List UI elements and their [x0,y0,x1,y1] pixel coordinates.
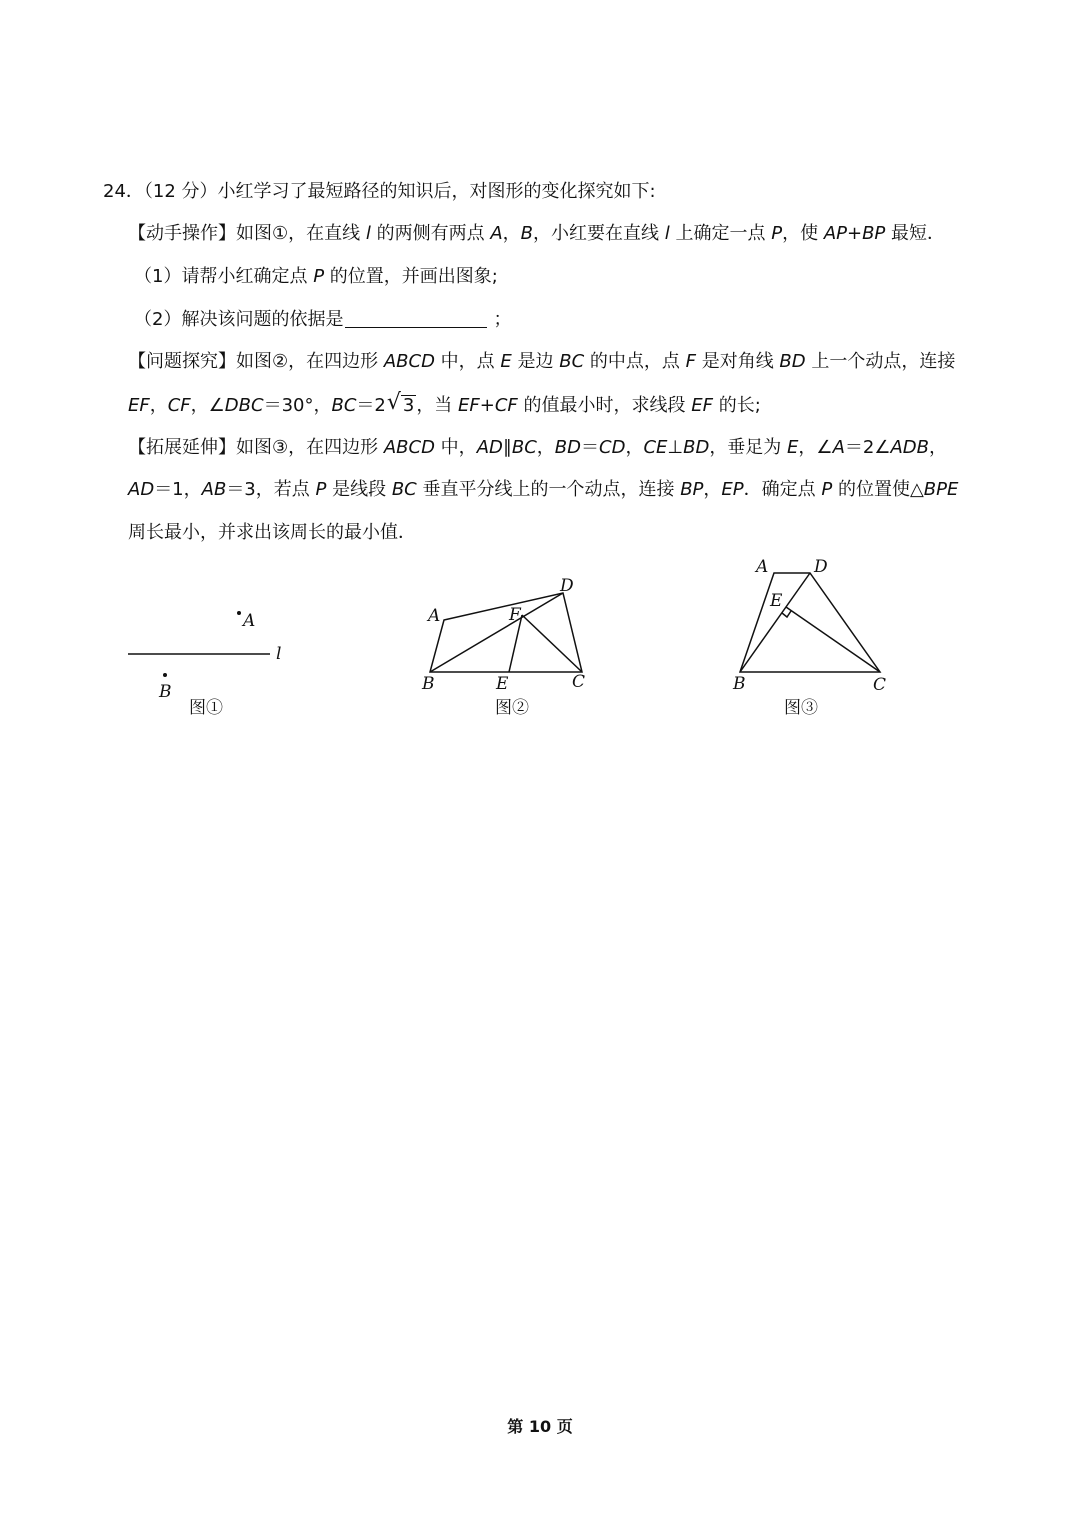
page-footer: 第 10 页 [507,1417,573,1436]
sub-question-1: （1）请帮小红确定点 P 的位置，并画出图象; [134,266,498,287]
label-e: E [496,674,509,694]
label-d: D [560,576,574,596]
label-e: E [770,591,783,611]
diagonal-bd [740,573,810,672]
label-a: A [756,557,769,577]
figure-1 [120,598,300,723]
sqrt-expression: √ 3 [386,390,415,416]
figure-caption: 图③ [784,698,818,718]
label-c: C [572,672,586,692]
section-tag: 【动手操作】 [128,223,236,244]
segment-cf [522,615,582,672]
point-b [163,673,167,677]
sub-question-2: （2）解决该问题的依据是 ； [134,309,512,330]
answer-blank[interactable] [345,309,487,328]
label-d: D [814,557,828,577]
label-b: B [733,674,746,694]
question-number: 24． [103,181,144,202]
question-intro: 小红学习了最短路径的知识后，对图形的变化探究如下: [217,181,656,202]
section-tag: 【拓展延伸】 [128,437,236,458]
label-f: F [509,605,521,625]
question-score: （12 分） [143,181,218,202]
label-b: B [159,682,172,702]
label-a: A [428,606,441,626]
label-l: l [276,644,282,664]
segment-ce [786,607,880,672]
section-extend: 【拓展延伸】如图③，在四边形 ABCD 中，AD∥BC，BD＝CD，CE⊥BD，垂足为 E，∠A＝2∠ADB， [128,437,948,458]
section-extend-line3: 周长最小，并求出该周长的最小值． [128,522,416,543]
section-explore: 【问题探究】如图②，在四边形 ABCD 中，点 E 是边 BC 的中点，点 F 是对角线 BD 上一个动点，连接 [128,351,956,372]
section-tag: 【问题探究】 [128,351,236,372]
section-extend-line2: AD＝1，AB＝3，若点 P 是线段 BC 垂直平分线上的一个动点，连接 BP，EP．确定点 P 的位置使△BPE [128,479,959,500]
label-a: A [243,611,256,631]
label-b: B [422,674,435,694]
question-header [103,180,656,204]
section-hands-on: 【动手操作】如图①，在直线 l 的两侧有两点 A，B，小红要在直线 l 上确定一点 P，使 AP+BP 最短． [128,223,945,244]
figure-caption: 图② [495,698,529,718]
section-explore-line2: EF，CF，∠DBC＝30°，BC＝2 √ 3 ，当 EF+CF 的值最小时，求线段 EF 的长; [128,390,761,416]
figure-3 [730,553,905,723]
quadrilateral-abcd [430,593,582,672]
figure-caption: 图① [189,698,223,718]
figure-2 [415,570,605,725]
point-a [237,611,241,615]
label-c: C [873,675,887,695]
diagonal-bd [430,593,563,672]
